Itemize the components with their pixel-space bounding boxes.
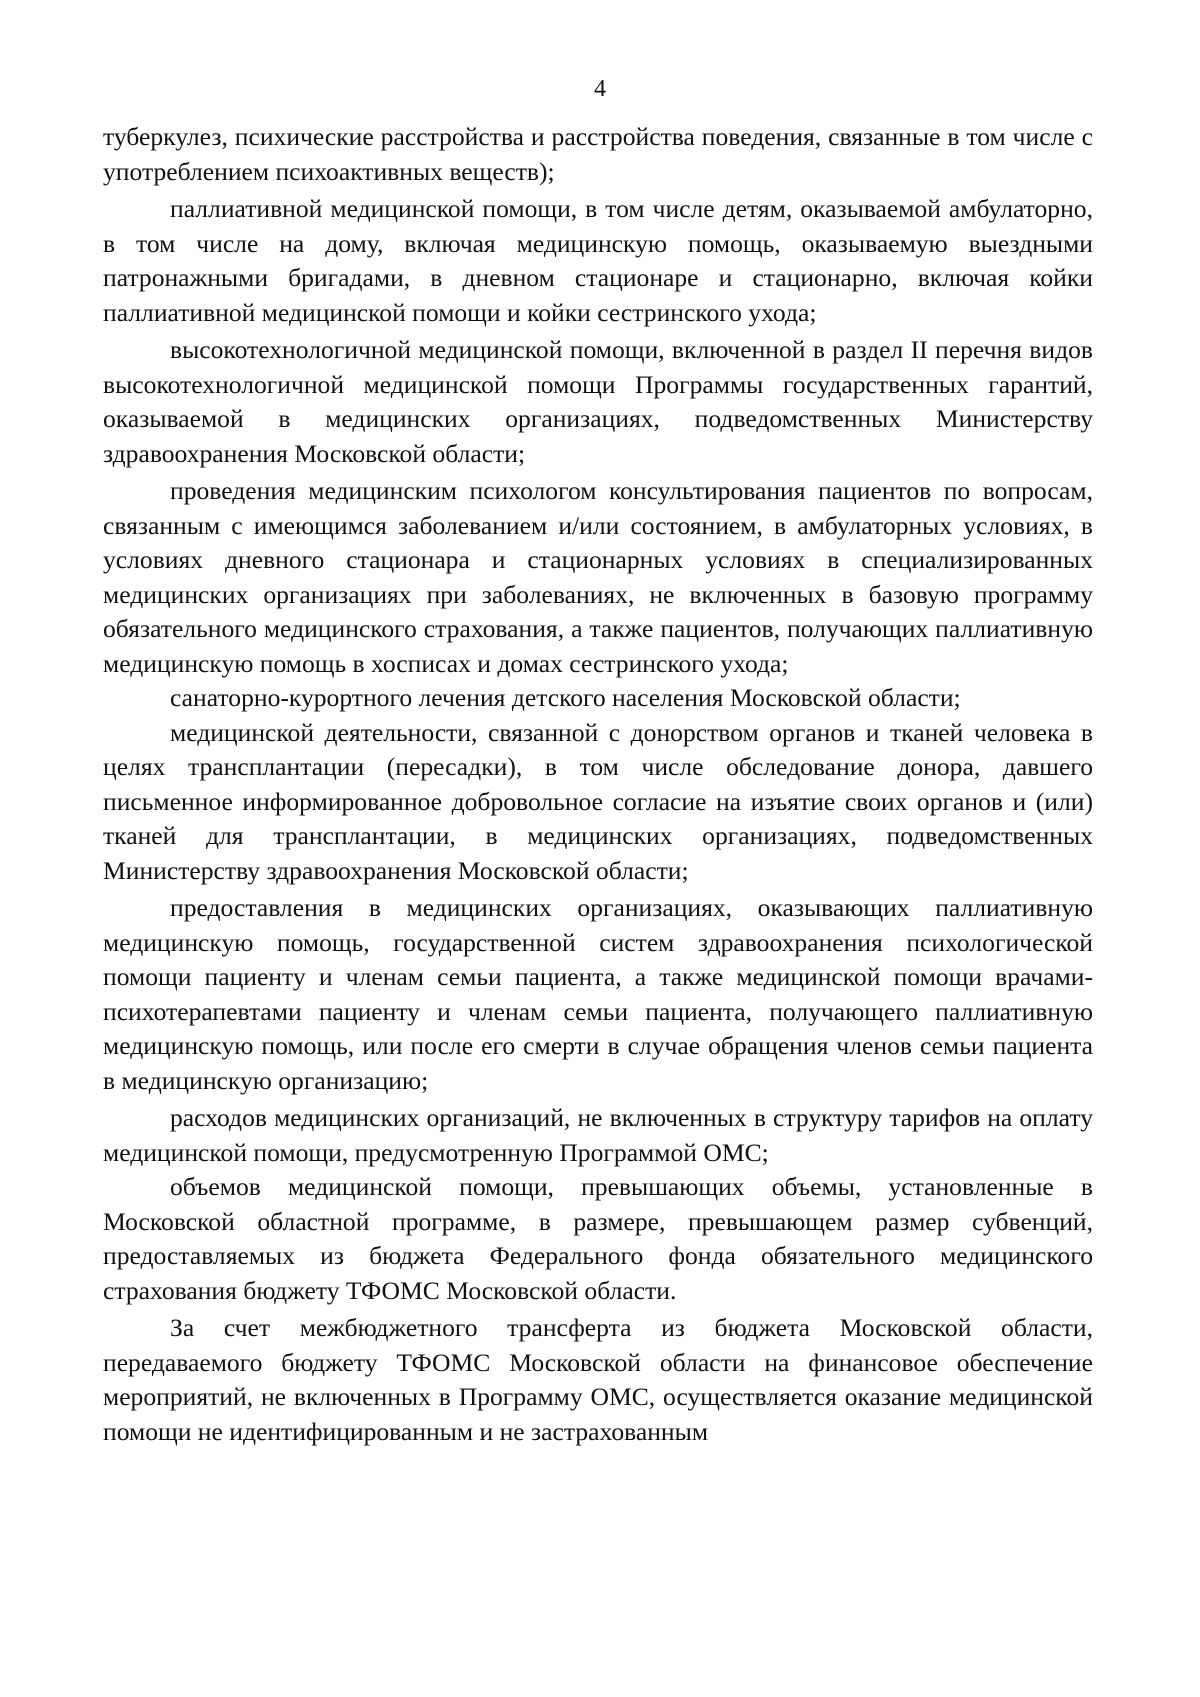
page-number: 4: [594, 76, 606, 102]
paragraph-interbudget-transfer: За счет межбюджетного трансферта из бюджета Московской области, передаваемого бюджету ТФОМС Московской области на финансовое обеспечение мероприятий, не включенных в Программу ОМС, осуществляется оказание медицинской помощи не идентифицированным и не застрахованным: [103, 1313, 1093, 1446]
paragraph-sanatorium-treatment: санаторно-курортного лечения детского населения Московской области;: [170, 683, 961, 712]
paragraph-tuberculosis-continuation: туберкулез, психические расстройства и расстройства поведения, связанные в том числе с употреблением психоактивных веществ);: [103, 122, 1093, 186]
paragraph-high-tech-care: высокотехнологичной медицинской помощи, включенной в раздел II перечня видов высокотехнологичной медицинской помощи Программы государственных гарантий, оказываемой в медицинских организациях, подведомственных Министерству здравоохранения Московской области;: [103, 335, 1093, 468]
paragraph-exceeding-volumes: объемов медицинской помощи, превышающих объемы, установленные в Московской областной программе, в размере, превышающем размер субвенций, предоставляемых из бюджета Федерального фонда обязательного медицинского страхования бюджету ТФОМС Московской области.: [103, 1172, 1093, 1305]
paragraph-psychologist-consulting: проведения медицинским психологом консультирования пациентов по вопросам, связанным с имеющимся заболеванием и/или состоянием, в амбулаторных условиях, в условиях дневного стационара и стационарных условиях в специализированных медицинских организациях при заболеваниях, не включенных в базовую программу обязательного медицинского страхования, а также пациентов, получающих паллиативную медицинскую помощь в хосписах и домах сестринского ухода;: [103, 476, 1093, 678]
paragraph-psychological-help: предоставления в медицинских организациях, оказывающих паллиативную медицинскую помощь, государственной систем здравоохранения психологической помощи пациенту и членам семьи пациента, а также медицинской помощи врачами-психотерапевтами пациенту и членам семьи пациента, получающего паллиативную медицинскую помощь, или после его смерти в случае обращения членов семьи пациента в медицинскую организацию;: [103, 893, 1093, 1095]
document-body: [103, 120, 1093, 1449]
paragraph-palliative-care: паллиативной медицинской помощи, в том числе детям, оказываемой амбулаторно, в том числе на дому, включая медицинскую помощь, оказываемую выездными патронажными бригадами, в дневном стационаре и стационарно, включая койки паллиативной медицинской помощи и койки сестринского ухода;: [103, 194, 1093, 327]
paragraph-organ-donation: медицинской деятельности, связанной с донорством органов и тканей человека в целях трансплантации (пересадки), в том числе обследование донора, давшего письменное информированное добровольное согласие на изъятие своих органов и (или) тканей для трансплантации, в медицинских организациях, подведомственных Министерству здравоохранения Московской области;: [103, 717, 1093, 885]
paragraph-medical-org-expenses: расходов медицинских организаций, не включенных в структуру тарифов на оплату медицинской помощи, предусмотренную Программой ОМС;: [103, 1103, 1093, 1167]
